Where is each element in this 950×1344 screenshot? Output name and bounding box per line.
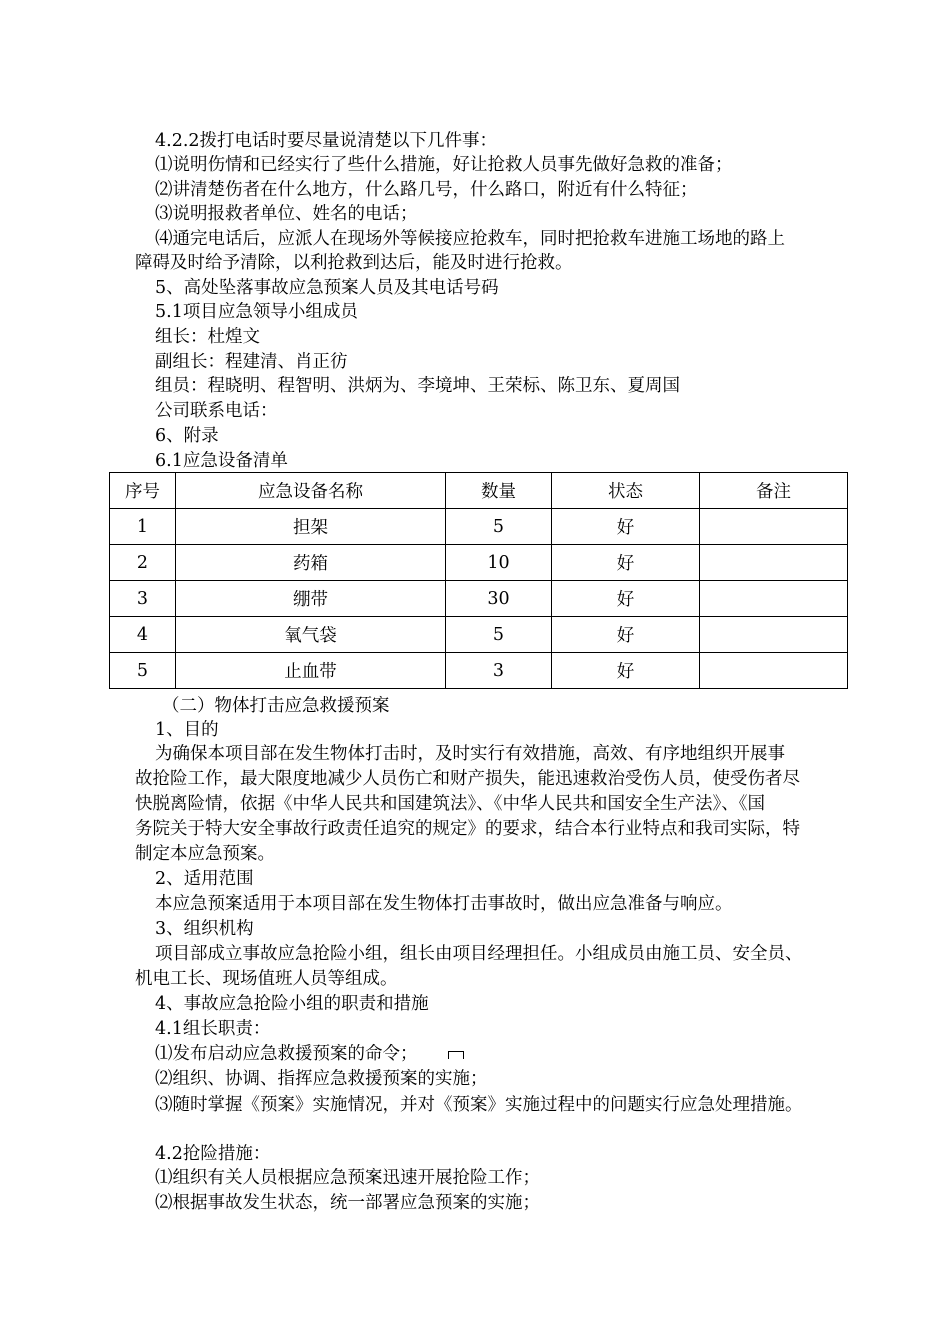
table-cell: 5 [446,509,552,545]
table-row [110,653,848,689]
table-cell [700,617,848,653]
column-header: 应急设备名称 [176,473,446,509]
equipment-table [109,472,848,689]
table-cell: 2 [110,545,176,581]
text-line: 制定本应急预案。 [135,844,275,864]
text-line: 副组长：程建清、肖正彷 [155,352,348,372]
table-cell: 10 [446,545,552,581]
table-cell: 好 [552,653,700,689]
table-cell: 1 [110,509,176,545]
text-line: ⑶随时掌握《预案》实施情况，并对《预案》实施过程中的问题实行应急处理措施。 [155,1095,803,1115]
table-header-row [110,473,848,509]
section-heading: （二）物体打击应急救援预案 [162,696,390,716]
text-line: 4.2.2拨打电话时要尽量说清楚以下几件事： [155,131,498,151]
table-cell: 好 [552,581,700,617]
column-header: 数量 [446,473,552,509]
table-cell: 好 [552,509,700,545]
text-line: 机电工长、现场值班人员等组成。 [135,969,398,989]
text-line: 为确保本项目部在发生物体打击时，及时实行有效措施，高效、有序地组织开展事 [155,744,785,764]
table-cell: 绷带 [176,581,446,617]
table-cell: 氧气袋 [176,617,446,653]
text-line: ⑵根据事故发生状态，统一部署应急预案的实施； [155,1193,540,1213]
table-cell [700,545,848,581]
table-cell [700,509,848,545]
text-line: ⑴组织有关人员根据应急预案迅速开展抢险工作； [155,1168,540,1188]
section-heading: 4、事故应急抢险小组的职责和措施 [155,994,429,1014]
table-cell: 4 [110,617,176,653]
table-cell: 药箱 [176,545,446,581]
section-heading: 1、目的 [155,720,219,740]
table-row [110,509,848,545]
text-line: ⑶说明报救者单位、姓名的电话； [155,204,418,224]
table-cell [700,653,848,689]
text-line: ⑴说明伤情和已经实行了些什么措施，好让抢救人员事先做好急救的准备； [155,155,733,175]
text-line: 故抢险工作，最大限度地减少人员伤亡和财产损失，能迅速救治受伤人员，使受伤者尽 [135,769,800,789]
section-heading: 2、适用范围 [155,869,254,889]
text-line: ⑵讲清楚伤者在什么地方，什么路几号，什么路口，附近有什么特征； [155,180,698,200]
section-heading: 6、附录 [155,426,219,446]
table-cell: 3 [110,581,176,617]
text-line: 组长：杜煌文 [155,327,260,347]
table-cell: 5 [446,617,552,653]
text-line: 障碍及时给予清除，以利抢救到达后，能及时进行抢救。 [135,253,573,273]
table-cell: 5 [110,653,176,689]
subsection-heading: 6.1应急设备清单 [155,451,288,471]
table-cell: 好 [552,617,700,653]
subsection-heading: 5.1项目应急领导小组成员 [155,302,358,322]
text-line: ⑵组织、协调、指挥应急救援预案的实施； [155,1069,488,1089]
table-cell: 担架 [176,509,446,545]
subsection-heading: 4.1组长职责： [155,1019,271,1039]
column-header: 备注 [700,473,848,509]
table-cell [700,581,848,617]
text-line: ⑷通完电话后，应派人在现场外等候接应抢救车，同时把抢救车进施工场地的路上 [155,229,785,249]
text-line: ⑴发布启动应急救援预案的命令； [155,1044,418,1064]
text-line: 项目部成立事故应急抢险小组，组长由项目经理担任。小组成员由施工员、安全员、 [155,944,803,964]
table-row [110,581,848,617]
text-line: 务院关于特大安全事故行政责任追究的规定》的要求，结合本行业特点和我司实际，特 [135,819,800,839]
section-heading: 5、高处坠落事故应急预案人员及其电话号码 [155,278,499,298]
text-line: 组员：程晓明、程智明、洪炳为、李境坤、王荣标、陈卫东、夏周国 [155,376,680,396]
table-cell: 3 [446,653,552,689]
table-row [110,545,848,581]
table-cell: 止血带 [176,653,446,689]
column-header: 序号 [110,473,176,509]
text-line: 公司联系电话： [155,401,278,421]
subsection-heading: 4.2抢险措施： [155,1144,271,1164]
section-heading: 3、组织机构 [155,919,254,939]
text-line: 快脱离险情，依据《中华人民共和国建筑法》、《中华人民共和国安全生产法》、《国 [135,794,765,814]
table-cell: 30 [446,581,552,617]
table-cell: 好 [552,545,700,581]
table-row [110,617,848,653]
column-header: 状态 [552,473,700,509]
text-cursor-icon [448,1051,464,1059]
text-line: 本应急预案适用于本项目部在发生物体打击事故时，做出应急准备与响应。 [155,894,733,914]
